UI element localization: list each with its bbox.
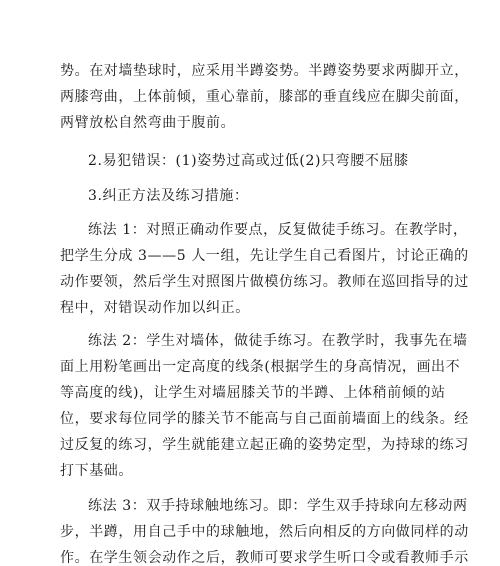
method-2-line-1: 练法 2：学生对墙体，做徒手练习。在教学时，我事先在墙 <box>88 333 468 349</box>
method-1-line-1: 练法 1：对照正确动作要点，反复做徒手练习。在教学时， <box>88 222 468 238</box>
method-1-line-3: 动作要领，然后学生对照图片做模仿练习。教师在巡回指导的过 <box>60 274 469 290</box>
method-3-line-2: 步，半蹲，用自己手中的球触地，然后向相反的方向做同样的动 <box>60 524 469 540</box>
method-2-line-5: 过反复的练习，学生就能建立起正确的姿势定型，为持球的练习 <box>60 437 469 453</box>
correction-methods-heading: 3.纠正方法及练习措施： <box>88 188 249 204</box>
method-1-line-4: 程中，对错误动作加以纠正。 <box>60 300 250 316</box>
method-2-line-3: 等高度的线)，让学生对墙屈膝关节的半蹲、上体稍前倾的站 <box>60 385 446 401</box>
method-2-line-6: 打下基础。 <box>60 463 133 479</box>
common-errors-line: 2.易犯错误：(1)姿势过高或过低(2)只弯腰不屈膝 <box>88 153 409 169</box>
paragraph-1-line-3: 两臂放松自然弯曲于腹前。 <box>60 115 236 131</box>
method-2-line-2: 面上用粉笔画出一定高度的线条(根据学生的身高情况，画出不 <box>60 359 461 375</box>
method-3-line-3: 作。在学生领会动作之后，教师可要求学生听口令或看教师手示 <box>60 550 469 566</box>
method-2-line-4: 位，要求每位同学的膝关节不能高与自己面前墙面上的线条。经 <box>60 411 469 427</box>
paragraph-1-line-2: 两膝弯曲，上体前倾，重心靠前，膝部的垂直线应在脚尖前面， <box>60 89 469 105</box>
method-3-line-1: 练法 3：双手持球触地练习。即：学生双手持球向左移动两 <box>88 498 468 514</box>
paragraph-1-line-1: 势。在对墙垫球时，应采用半蹲姿势。半蹲姿势要求两脚开立， <box>60 63 469 79</box>
method-1-line-2: 把学生分成 3——5 人一组，先让学生自己看图片，讨论正确的 <box>60 248 469 264</box>
